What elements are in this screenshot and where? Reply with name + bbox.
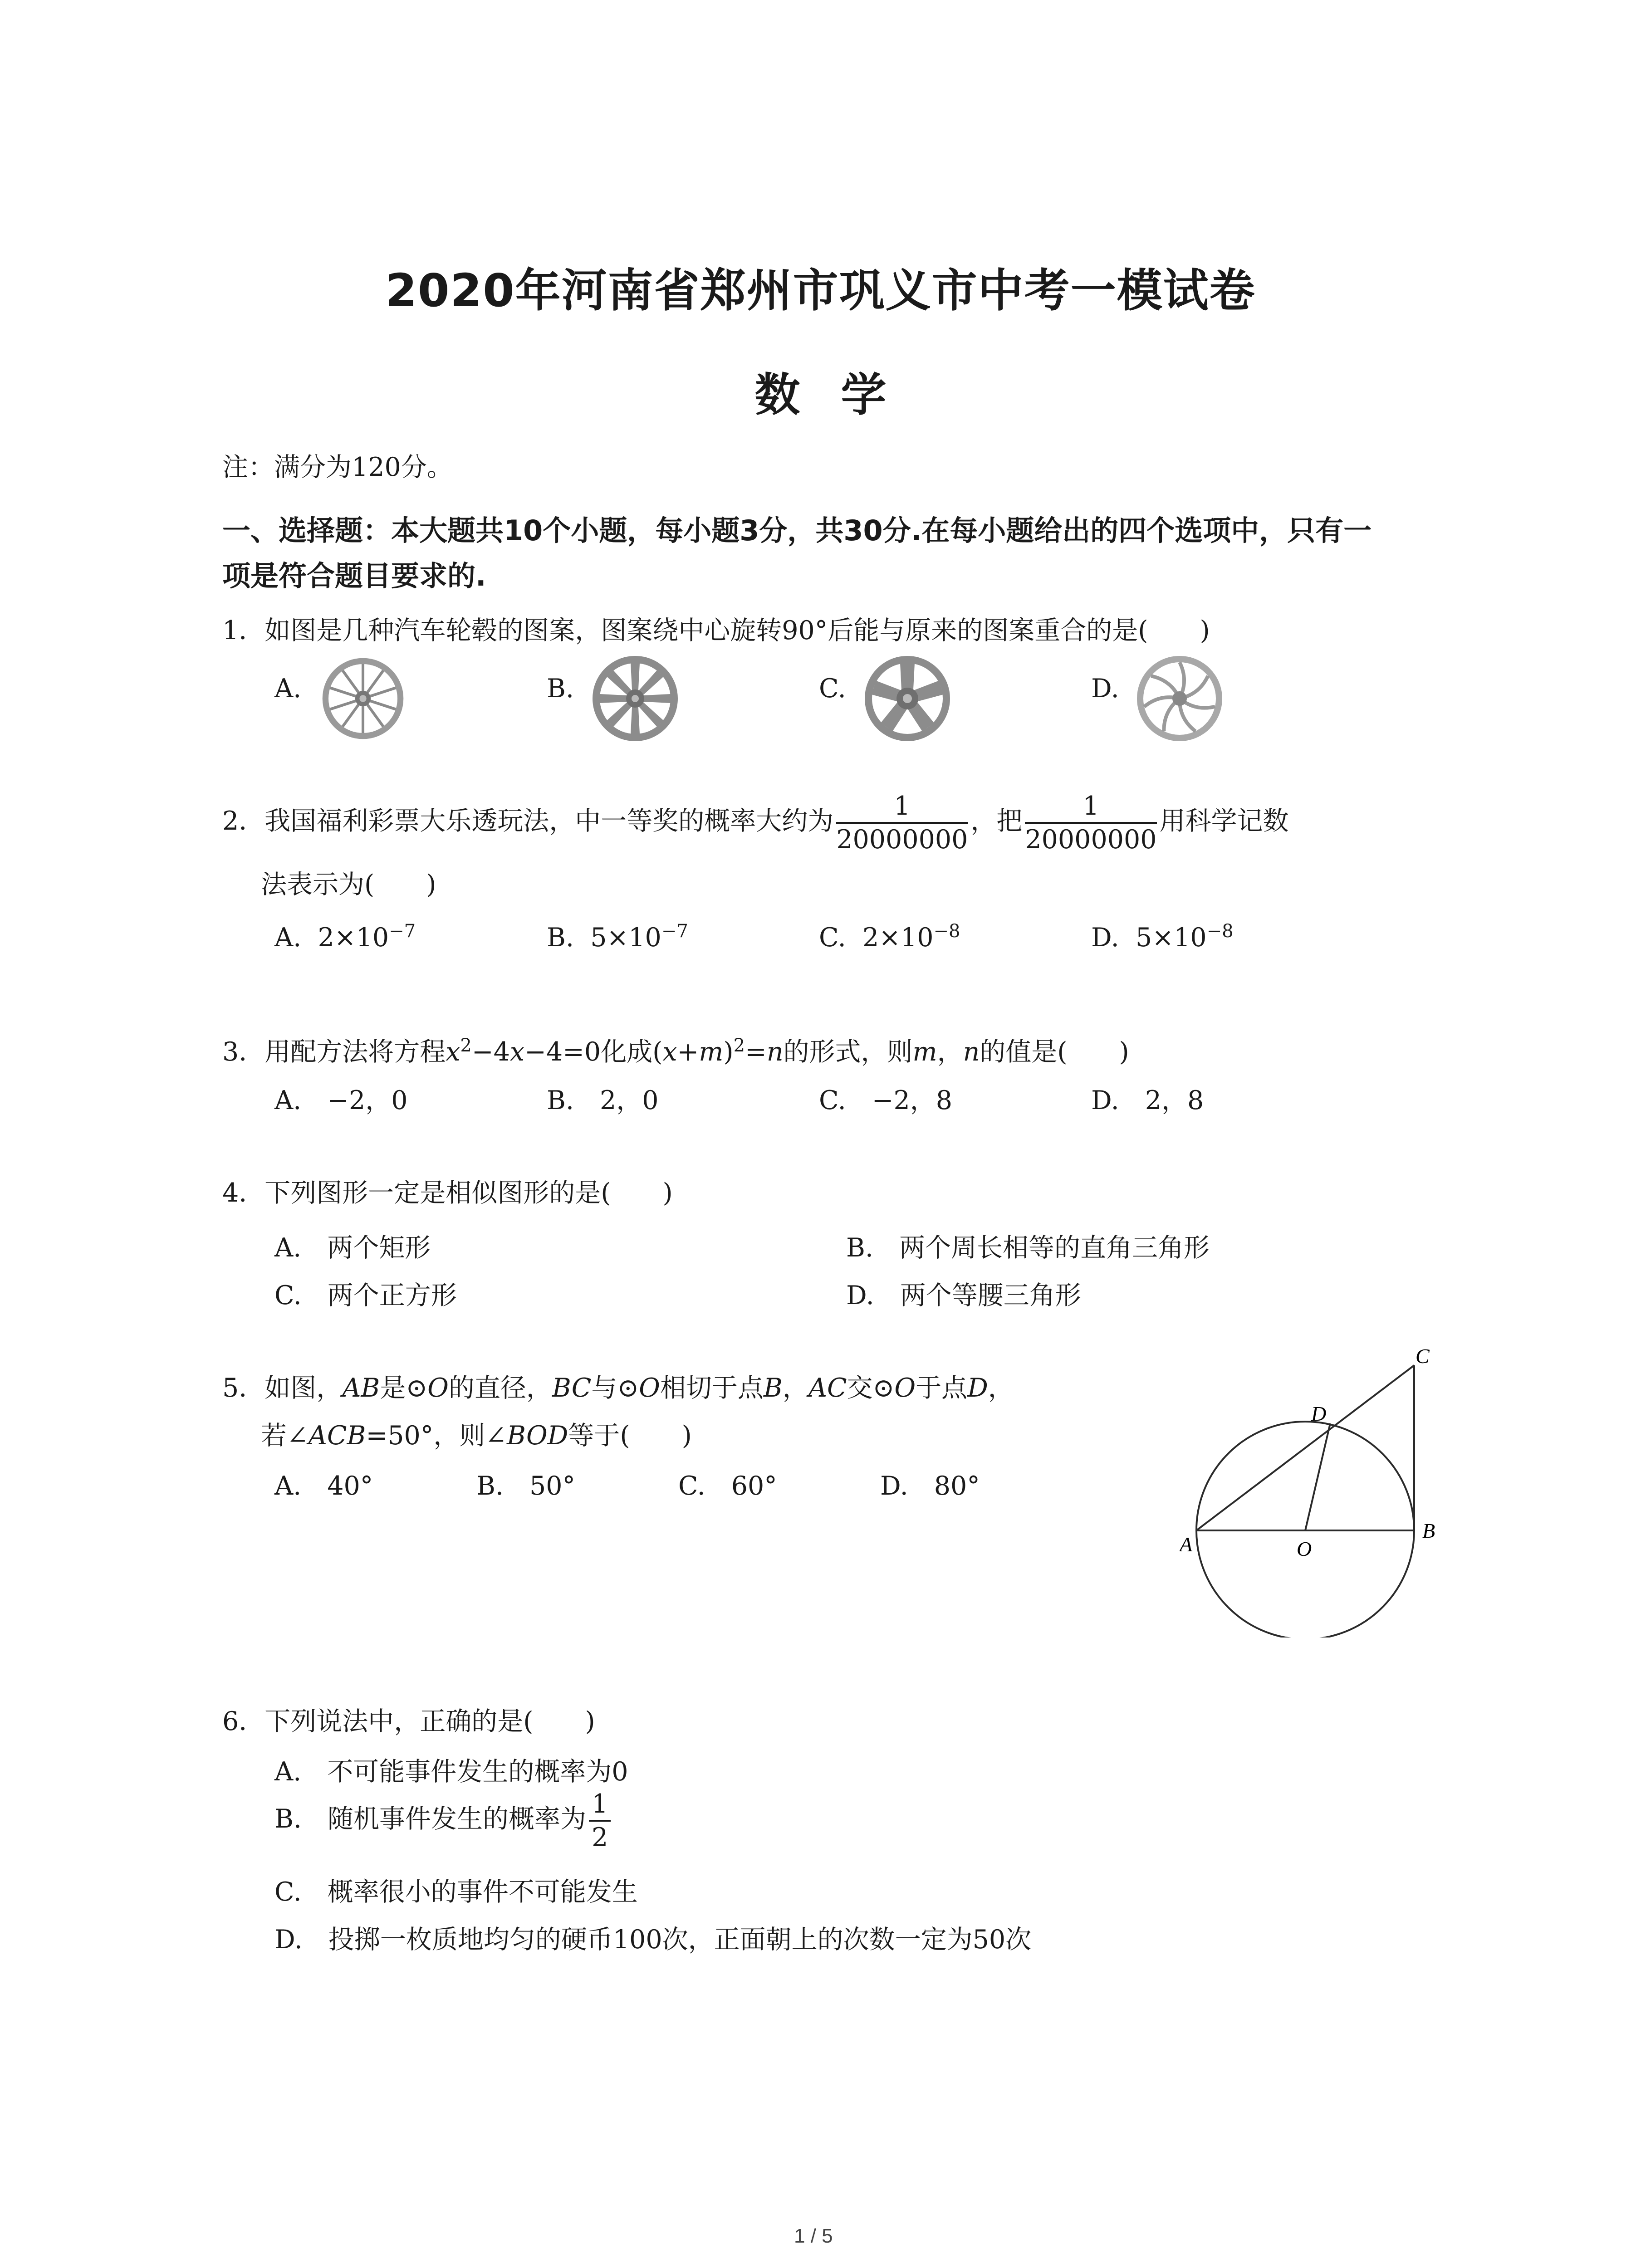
q3-option-a: A. −2，0 bbox=[274, 1085, 408, 1115]
q1-option-c-label: C. bbox=[819, 674, 846, 704]
q6-option-d: D. 投掷一枚质地均匀的硬币100次，正面朝上的次数一定为50次 bbox=[274, 1925, 1032, 1955]
label-c: C bbox=[1416, 1347, 1430, 1368]
section-heading-line2: 项是符合题目要求的. bbox=[222, 559, 486, 592]
q1-option-d-label: D. bbox=[1091, 674, 1119, 704]
question-2-line1 bbox=[222, 785, 1289, 857]
q4-option-a: A. 两个矩形 bbox=[274, 1233, 431, 1263]
q4-option-b: B. 两个周长相等的直角三角形 bbox=[846, 1233, 1210, 1263]
question-6-text: 6．下列说法中，正确的是( ) bbox=[222, 1706, 595, 1736]
q2-option-c: C. $2\times 10^{-8}$ bbox=[819, 921, 960, 953]
q5-option-c: C. 60° bbox=[678, 1471, 777, 1501]
q5-option-d: D. 80° bbox=[880, 1471, 980, 1501]
q2-text-post: 用科学记数 bbox=[1159, 806, 1289, 836]
question-2-line2: 法表示为( ) bbox=[261, 870, 436, 899]
label-b: B bbox=[1422, 1519, 1435, 1542]
q6-option-b: B. 随机事件发生的概率为 $\frac{1}{2}$ bbox=[274, 1785, 613, 1853]
question-5-line1: 5．如图，AB是⊙O的直径，BC与⊙O相切于点B，AC交⊙O于点D， bbox=[222, 1373, 1014, 1403]
q5-option-b: B. 50° bbox=[476, 1471, 576, 1501]
wheel-5-spoke-icon bbox=[862, 653, 953, 744]
q1-option-b-label: B. bbox=[547, 674, 574, 704]
q4-option-d: D. 两个等腰三角形 bbox=[846, 1281, 1081, 1310]
wheel-swirl-icon bbox=[1134, 653, 1225, 744]
label-a: A bbox=[1180, 1533, 1193, 1556]
score-note: 注：满分为120分。 bbox=[222, 452, 453, 482]
page-number: 1 / 5 bbox=[794, 2225, 833, 2247]
wheel-8-spoke-icon bbox=[590, 653, 681, 744]
label-d: D bbox=[1311, 1402, 1327, 1425]
exam-title: 2020年河南省郑州市巩义市中考一模试卷 bbox=[385, 264, 1256, 317]
q2-text-mid: ，把 bbox=[970, 806, 1023, 836]
section-heading-line1: 一、选择题：本大题共10个小题，每小题3分，共30分.在每小题给出的四个选项中，只有一 bbox=[222, 514, 1372, 547]
question-3-text: 3．用配方法将方程$x^2-4x-4=0$化成$(x+m)^2=n$的形式，则m，n的值是( ) bbox=[222, 1035, 1129, 1067]
q1-option-a-label: A. bbox=[274, 674, 302, 704]
question-5-line2: 若∠ACB=50°，则∠BOD等于( ) bbox=[261, 1421, 692, 1451]
q6-option-c: C. 概率很小的事件不可能发生 bbox=[274, 1877, 638, 1907]
q5-geometry-figure bbox=[1180, 1347, 1479, 1637]
question-4-text: 4．下列图形一定是相似图形的是( ) bbox=[222, 1178, 673, 1208]
question-1-text: 1．如图是几种汽车轮毂的图案，图案绕中心旋转90°后能与原来的图案重合的是( ) bbox=[222, 616, 1210, 645]
q4-option-c: C. 两个正方形 bbox=[274, 1281, 457, 1310]
q2-option-a: A. $2\times 10^{-7}$ bbox=[274, 921, 416, 953]
wheel-10-spoke-icon bbox=[320, 655, 406, 742]
q2-text-pre: 2．我国福利彩票大乐透玩法，中一等奖的概率大约为 bbox=[222, 806, 834, 836]
q6-option-a: A. 不可能事件发生的概率为0 bbox=[274, 1757, 628, 1787]
q2-fraction-1: $\frac{1}{20000000}$ bbox=[836, 791, 968, 855]
label-o: O bbox=[1297, 1537, 1312, 1560]
secant-ac bbox=[1196, 1365, 1414, 1530]
q2-fraction-2: $\frac{1}{20000000}$ bbox=[1025, 791, 1157, 855]
q3-option-c: C. −2，8 bbox=[819, 1085, 952, 1115]
q5-option-a: A. 40° bbox=[274, 1471, 373, 1501]
q2-option-b: B. $5\times 10^{-7}$ bbox=[547, 921, 688, 953]
q3-option-d: D. 2，8 bbox=[1091, 1085, 1204, 1115]
q3-option-b: B. 2，0 bbox=[547, 1085, 659, 1115]
subject-title: 数学 bbox=[754, 368, 927, 421]
q2-option-d: D. $5\times 10^{-8}$ bbox=[1091, 921, 1234, 953]
